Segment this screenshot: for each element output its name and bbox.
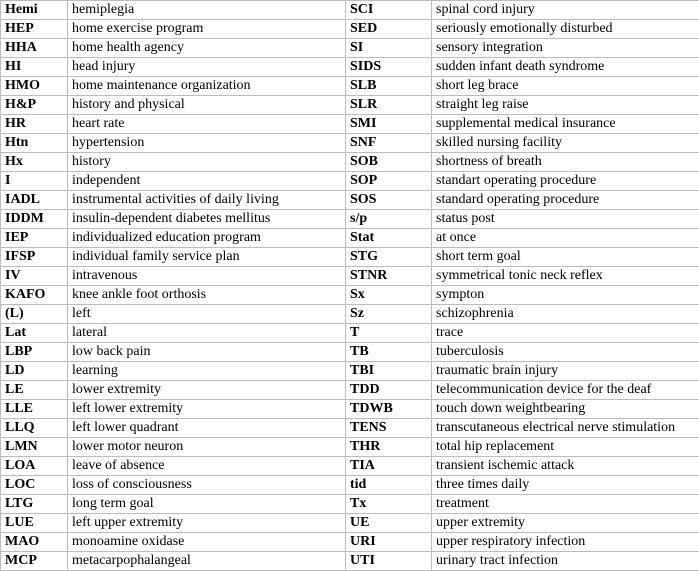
left-abbreviation-cell: Lat [1,324,68,343]
right-abbreviation-cell: TDD [346,381,432,400]
left-abbreviation-cell: Htn [1,134,68,153]
left-abbreviation-cell: HEP [1,20,68,39]
left-abbreviation-cell: LBP [1,343,68,362]
left-definition-cell: leave of absence [68,457,346,476]
table-row [1,191,699,210]
left-abbreviation-cell: IFSP [1,248,68,267]
left-abbreviation-cell: HMO [1,77,68,96]
table-row [1,39,699,58]
left-abbreviation-cell: MAO [1,533,68,552]
left-definition-cell: home maintenance organization [68,77,346,96]
table-row [1,267,699,286]
left-definition-cell: home health agency [68,39,346,58]
right-abbreviation-cell: s/p [346,210,432,229]
left-definition-cell: history [68,153,346,172]
right-abbreviation-cell: STG [346,248,432,267]
right-definition-cell: straight leg raise [432,96,699,115]
right-definition-cell: schizophrenia [432,305,699,324]
left-abbreviation-cell: LMN [1,438,68,457]
table-row [1,533,699,552]
right-abbreviation-cell: SOP [346,172,432,191]
right-abbreviation-cell: URI [346,533,432,552]
left-definition-cell: heart rate [68,115,346,134]
table-row [1,343,699,362]
right-abbreviation-cell: SCI [346,1,432,20]
table-row [1,552,699,571]
left-definition-cell: left lower quadrant [68,419,346,438]
table-row [1,495,699,514]
right-definition-cell: transient ischemic attack [432,457,699,476]
right-abbreviation-cell: Sz [346,305,432,324]
right-abbreviation-cell: THR [346,438,432,457]
left-definition-cell: individualized education program [68,229,346,248]
left-definition-cell: head injury [68,58,346,77]
left-definition-cell: individual family service plan [68,248,346,267]
right-abbreviation-cell: SI [346,39,432,58]
left-definition-cell: intravenous [68,267,346,286]
left-abbreviation-cell: H&P [1,96,68,115]
table-row [1,77,699,96]
table-row [1,153,699,172]
table-row [1,1,699,20]
right-abbreviation-cell: TB [346,343,432,362]
right-definition-cell: status post [432,210,699,229]
left-abbreviation-cell: (L) [1,305,68,324]
right-definition-cell: seriously emotionally disturbed [432,20,699,39]
right-definition-cell: upper extremity [432,514,699,533]
right-definition-cell: tuberculosis [432,343,699,362]
left-definition-cell: lower extremity [68,381,346,400]
right-definition-cell: telecommunication device for the deaf [432,381,699,400]
right-abbreviation-cell: tid [346,476,432,495]
left-definition-cell: learning [68,362,346,381]
right-abbreviation-cell: Stat [346,229,432,248]
table-row [1,229,699,248]
left-definition-cell: lateral [68,324,346,343]
left-abbreviation-cell: HHA [1,39,68,58]
left-definition-cell: hypertension [68,134,346,153]
right-definition-cell: standart operating procedure [432,172,699,191]
table-row [1,172,699,191]
left-definition-cell: low back pain [68,343,346,362]
left-definition-cell: insulin-dependent diabetes mellitus [68,210,346,229]
left-definition-cell: hemiplegia [68,1,346,20]
right-definition-cell: spinal cord injury [432,1,699,20]
left-definition-cell: left [68,305,346,324]
left-definition-cell: history and physical [68,96,346,115]
right-abbreviation-cell: SOS [346,191,432,210]
left-abbreviation-cell: HR [1,115,68,134]
right-definition-cell: supplemental medical insurance [432,115,699,134]
table-row [1,324,699,343]
left-abbreviation-cell: LE [1,381,68,400]
table-row [1,514,699,533]
left-definition-cell: independent [68,172,346,191]
table-row [1,457,699,476]
left-definition-cell: knee ankle foot orthosis [68,286,346,305]
table-row [1,20,699,39]
right-abbreviation-cell: SLR [346,96,432,115]
left-abbreviation-cell: IDDM [1,210,68,229]
right-abbreviation-cell: SNF [346,134,432,153]
table-row [1,476,699,495]
table-row [1,286,699,305]
left-abbreviation-cell: Hx [1,153,68,172]
table-row [1,210,699,229]
right-abbreviation-cell: TDWB [346,400,432,419]
right-abbreviation-cell: SIDS [346,58,432,77]
right-abbreviation-cell: UTI [346,552,432,571]
right-abbreviation-cell: SLB [346,77,432,96]
table-row [1,96,699,115]
left-abbreviation-cell: LUE [1,514,68,533]
left-abbreviation-cell: MCP [1,552,68,571]
table-row [1,115,699,134]
left-abbreviation-cell: LOC [1,476,68,495]
left-definition-cell: home exercise program [68,20,346,39]
left-abbreviation-cell: I [1,172,68,191]
right-abbreviation-cell: SED [346,20,432,39]
left-abbreviation-cell: LD [1,362,68,381]
left-abbreviation-cell: LLE [1,400,68,419]
table-row [1,58,699,77]
left-abbreviation-cell: IADL [1,191,68,210]
right-definition-cell: transcutaneous electrical nerve stimulation [432,419,699,438]
left-definition-cell: lower motor neuron [68,438,346,457]
right-definition-cell: treatment [432,495,699,514]
table-row [1,362,699,381]
left-abbreviation-cell: KAFO [1,286,68,305]
right-definition-cell: sympton [432,286,699,305]
right-abbreviation-cell: UE [346,514,432,533]
abbreviation-table-body [1,1,699,571]
table-row [1,400,699,419]
left-abbreviation-cell: Hemi [1,1,68,20]
right-abbreviation-cell: T [346,324,432,343]
right-definition-cell: short leg brace [432,77,699,96]
right-definition-cell: shortness of breath [432,153,699,172]
right-abbreviation-cell: SOB [346,153,432,172]
right-definition-cell: total hip replacement [432,438,699,457]
table-row [1,134,699,153]
table-row [1,419,699,438]
left-abbreviation-cell: LTG [1,495,68,514]
right-definition-cell: sudden infant death syndrome [432,58,699,77]
right-abbreviation-cell: TIA [346,457,432,476]
left-definition-cell: left lower extremity [68,400,346,419]
right-definition-cell: standard operating procedure [432,191,699,210]
right-abbreviation-cell: TBI [346,362,432,381]
table-row [1,381,699,400]
table-row [1,248,699,267]
right-abbreviation-cell: Sx [346,286,432,305]
right-abbreviation-cell: STNR [346,267,432,286]
right-definition-cell: trace [432,324,699,343]
right-definition-cell: at once [432,229,699,248]
table-row [1,438,699,457]
left-definition-cell: monoamine oxidase [68,533,346,552]
left-abbreviation-cell: HI [1,58,68,77]
left-abbreviation-cell: IV [1,267,68,286]
right-abbreviation-cell: TENS [346,419,432,438]
left-abbreviation-cell: IEP [1,229,68,248]
left-abbreviation-cell: LOA [1,457,68,476]
left-definition-cell: instrumental activities of daily living [68,191,346,210]
left-abbreviation-cell: LLQ [1,419,68,438]
right-definition-cell: three times daily [432,476,699,495]
right-definition-cell: touch down weightbearing [432,400,699,419]
right-definition-cell: symmetrical tonic neck reflex [432,267,699,286]
right-definition-cell: sensory integration [432,39,699,58]
right-definition-cell: urinary tract infection [432,552,699,571]
right-abbreviation-cell: Tx [346,495,432,514]
left-definition-cell: long term goal [68,495,346,514]
right-definition-cell: short term goal [432,248,699,267]
right-definition-cell: upper respiratory infection [432,533,699,552]
left-definition-cell: loss of consciousness [68,476,346,495]
right-definition-cell: traumatic brain injury [432,362,699,381]
left-definition-cell: metacarpophalangeal [68,552,346,571]
table-row [1,305,699,324]
left-definition-cell: left upper extremity [68,514,346,533]
right-abbreviation-cell: SMI [346,115,432,134]
right-definition-cell: skilled nursing facility [432,134,699,153]
